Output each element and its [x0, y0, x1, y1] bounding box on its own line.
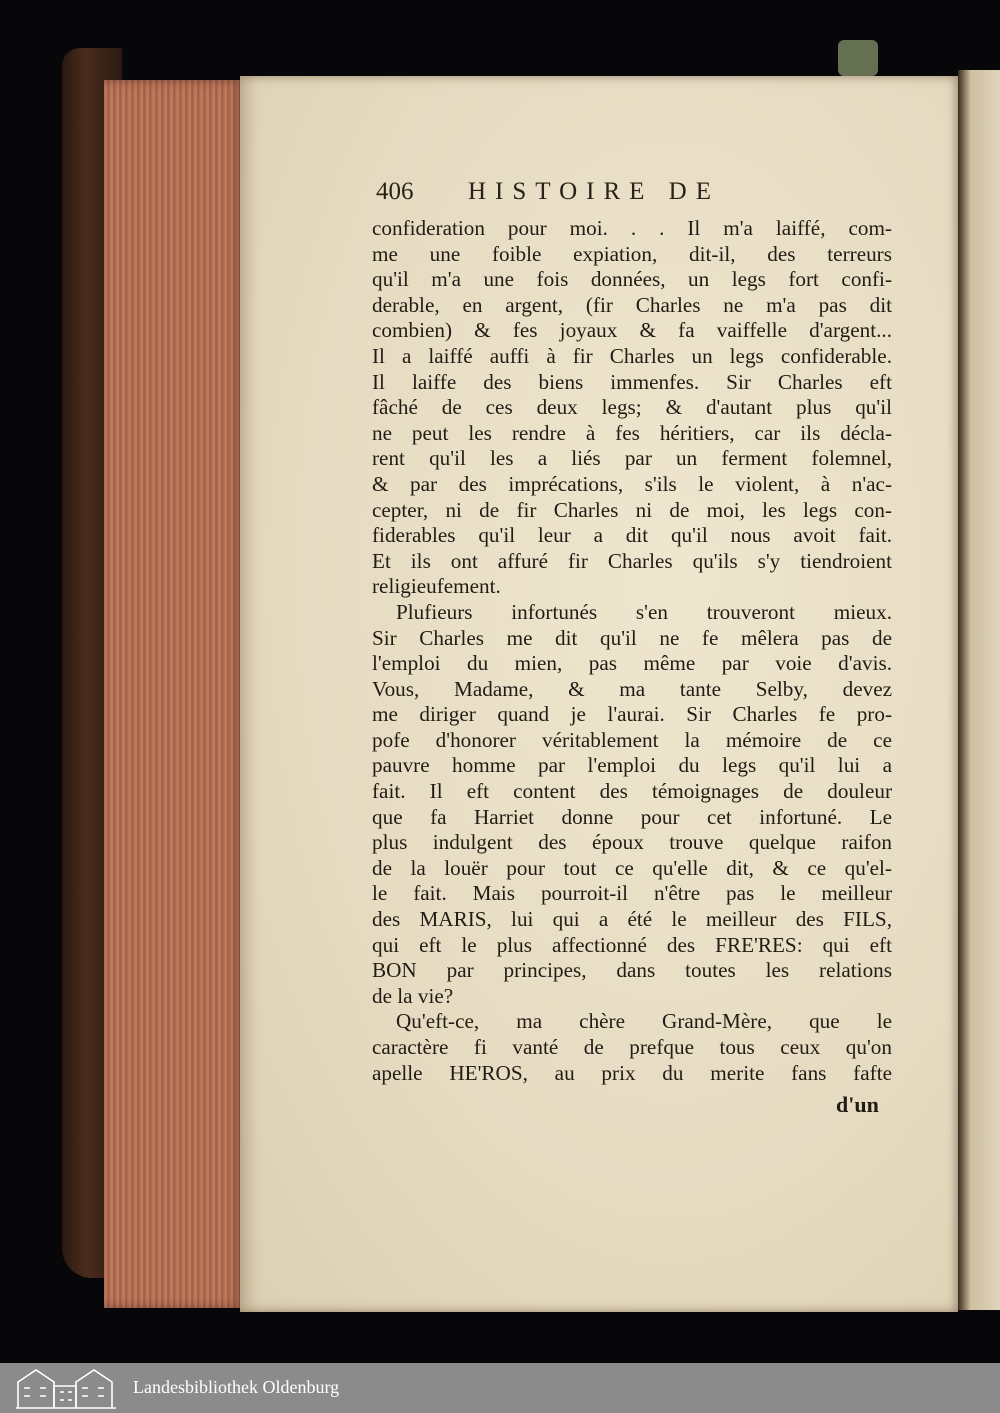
text-line: rent qu'il les a liés par un ferment folemnel, — [372, 446, 892, 471]
text-line: & par des imprécations, s'ils le violent, à n'ac- — [372, 471, 892, 496]
text-line: religieufement. — [372, 574, 501, 599]
text-line: me une foible expiation, dit-il, des terreurs — [372, 241, 892, 266]
text-line: combien) & fes joyaux & fa vaiffelle d'argent... — [372, 318, 892, 343]
text-line: que fa Harriet donne pour cet infortuné. Le — [372, 804, 892, 829]
text-line: ne peut les rendre à fes héritiers, car ils décla- — [372, 420, 892, 445]
text-line: caractère fi vanté de prefque tous ceux qu'on — [372, 1035, 892, 1059]
text-line: qui eft le plus affectionné des FRE'RES: qui eft — [372, 932, 892, 957]
body-text — [372, 216, 892, 1086]
text-line: me diriger quand je l'aurai. Sir Charles fe pro- — [372, 702, 892, 727]
text-line: apelle HE'ROS, au prix du merite fans fafte — [372, 1060, 892, 1085]
text-line: de la louër pour tout ce qu'elle dit, & ce qu'el- — [372, 855, 892, 880]
text-line: Sir Charles me dit qu'il ne fe mêlera pas de — [372, 625, 892, 650]
facing-page-edge — [958, 70, 1000, 1310]
institution-name: Landesbibliothek Oldenburg — [133, 1377, 340, 1397]
bookmark-ribbon — [838, 40, 878, 76]
running-title: HISTOIRE DE — [468, 178, 721, 205]
text-line: plus indulgent des époux trouve quelque raifon — [372, 830, 892, 855]
text-line: qu'il m'a une fois données, un legs fort confi- — [372, 267, 892, 292]
text-line: derable, en argent, (fir Charles ne m'a pas dit — [372, 292, 892, 317]
text-line: BON par principes, dans toutes les relations — [372, 958, 892, 983]
text-line: fâché de ces deux legs; & d'autant plus qu'il — [372, 395, 892, 420]
footer-bar — [0, 1363, 1000, 1413]
text-line: cepter, ni de fir Charles ni de moi, les legs con- — [372, 497, 892, 522]
text-line: pofe d'honorer véritablement la mémoire de ce — [372, 727, 892, 752]
library-building-logo-icon — [14, 1366, 120, 1410]
text-line: Il a laiffé auffi à fir Charles un legs confiderable. — [372, 343, 892, 368]
text-line: fait. Il eft content des témoignages de douleur — [372, 779, 892, 804]
page-number: 406 — [376, 178, 414, 205]
text-line: des MARIS, lui qui a été le meilleur des FILS, — [372, 907, 892, 932]
text-line: Et ils ont affuré fir Charles qu'ils s'y tiendroient — [372, 548, 892, 573]
text-line: fiderables qu'il leur a dit qu'il nous avoit fait. — [372, 523, 892, 548]
text-line: confideration pour moi. . . Il m'a laiffé, com- — [372, 216, 892, 240]
text-line: Il laiffe des biens immenfes. Sir Charles eft — [372, 369, 892, 394]
text-line: le fait. Mais pourroit-il n'être pas le meilleur — [372, 881, 892, 906]
text-line: Qu'eft-ce, ma chère Grand-Mère, que le — [396, 1009, 892, 1034]
text-line: pauvre homme par l'emploi du legs qu'il lui a — [372, 753, 892, 778]
text-line: Plufieurs infortunés s'en trouveront mieux. — [396, 599, 892, 624]
page-header — [376, 178, 886, 212]
catchword: d'un — [836, 1092, 879, 1117]
text-line: l'emploi du mien, pas même par voie d'avis. — [372, 651, 892, 676]
page-fore-edge — [104, 80, 244, 1308]
text-line: Vous, Madame, & ma tante Selby, devez — [372, 676, 892, 701]
text-line: de la vie? — [372, 983, 454, 1008]
